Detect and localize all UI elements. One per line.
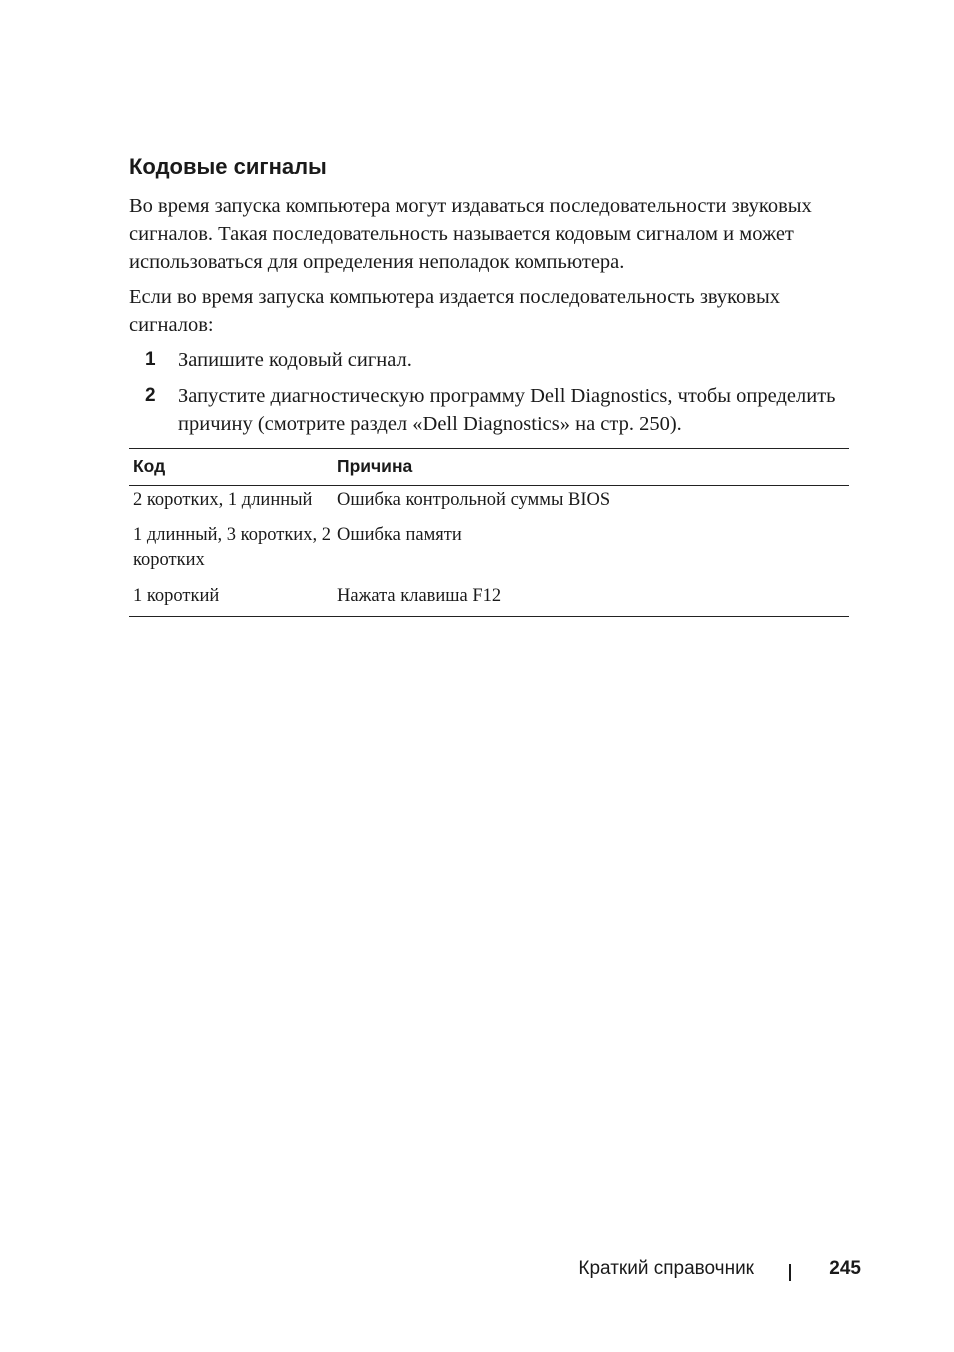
section-heading: Кодовые сигналы [129,154,327,179]
table-row [129,486,849,524]
step-item [129,382,859,438]
code-cell: 1 длинный, 3 коротких, 2 коротких [133,525,331,570]
step-text: Запишите кодовый сигнал. [178,349,412,371]
table-row [129,584,849,617]
cause-cell: Ошибка памяти [337,525,462,545]
step-number: 2 [145,385,156,406]
cause-cell: Ошибка контрольной суммы BIOS [337,490,611,510]
footer-separator [789,1264,791,1281]
code-cell: 1 короткий [129,584,337,617]
code-cell: 2 коротких, 1 длинный [133,490,313,510]
page-footer [0,1254,954,1284]
cause-cell: Нажата клавиша F12 [337,584,849,617]
page-number: 245 [829,1258,861,1279]
instruction-paragraph: Если во время запуска компьютера издается последовательность звуковых сигналов: [129,286,781,336]
intro-paragraph: Во время запуска компьютера могут издаваться последовательности звуковых сигналов. Такая последовательность называется кодовым сигналом и может использоваться для определения неполадок компьютера. [129,195,812,273]
column-header-code: Код [129,449,337,486]
step-text: Запустите диагностическую программу Dell Diagnostics, чтобы определить причину (смотрите раздел «Dell Diagnostics» на стр. 250). [178,385,836,435]
step-item [129,346,859,374]
beep-codes-table [129,448,849,617]
table-header-row [129,449,849,486]
steps-list [129,346,859,446]
step-number: 1 [145,349,156,370]
table-row [129,523,849,584]
footer-title: Краткий справочник [578,1258,754,1279]
column-header-cause: Причина [337,449,849,486]
